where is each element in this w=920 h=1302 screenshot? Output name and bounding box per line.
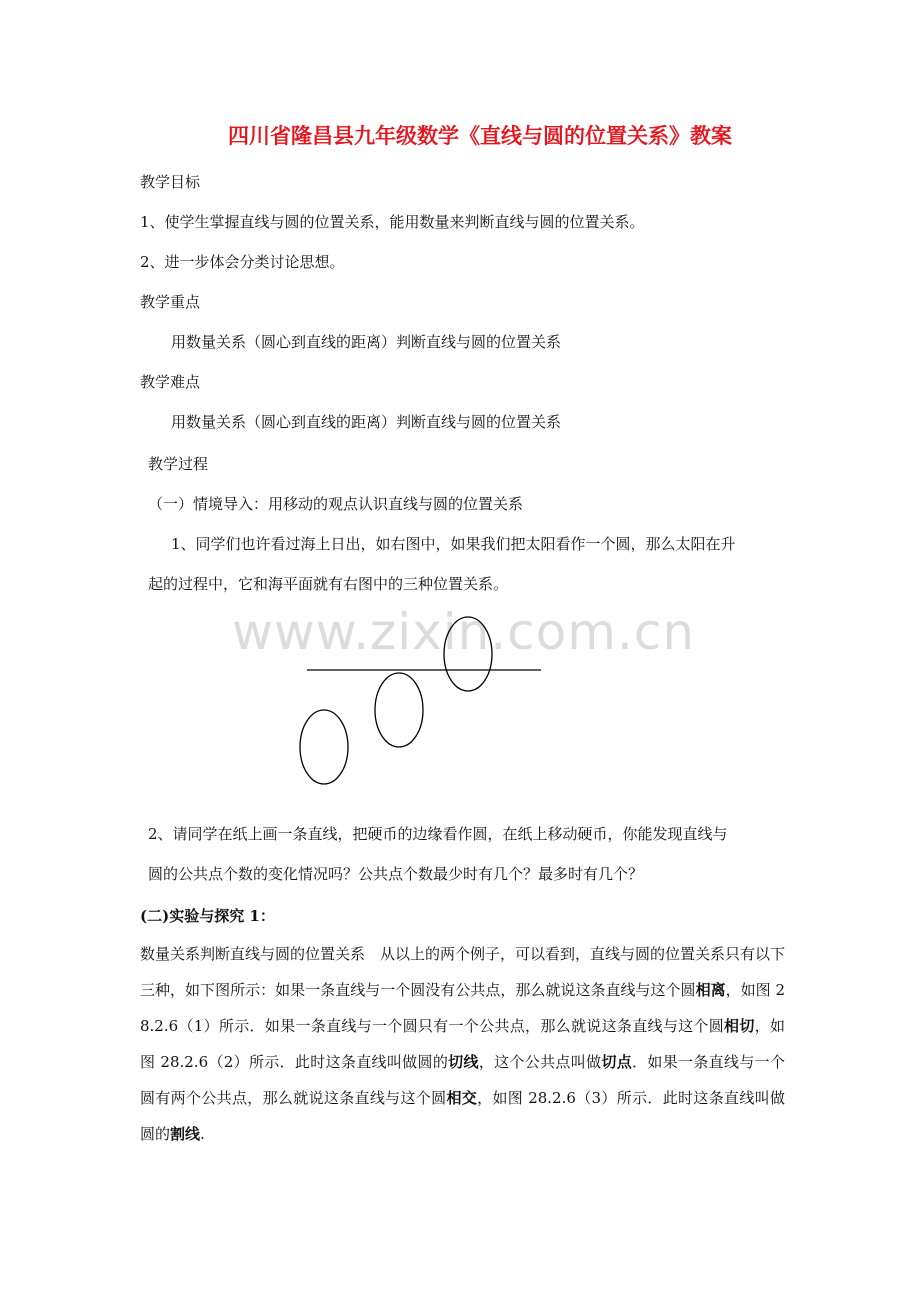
item-1-line-2: 起的过程中，它和海平面就有右图中的三种位置关系。 bbox=[148, 575, 509, 593]
process-heading: 教学过程 bbox=[148, 455, 209, 473]
key-text: 用数量关系（圆心到直线的距离）判断直线与圆的位置关系 bbox=[171, 333, 562, 351]
paragraph-text-7: . bbox=[200, 1125, 205, 1143]
section-2-heading: (二)实验与探究 1： bbox=[140, 907, 275, 925]
paragraph-text-2: ，如图 28.2.6（1）所示．如果一条直线与一个圆只有一个公共点，那么就说这条直线与这个圆 bbox=[140, 981, 785, 1035]
section-1-heading: （一）情境导入：用移动的观点认识直线与圆的位置关系 bbox=[148, 495, 524, 513]
paragraph-text-1: 数量关系判断直线与圆的位置关系 从以上的两个例子，可以看到，直线与圆的位置关系只有以下三种，如下图所示：如果一条直线与一个圆没有公共点，那么就说这条直线与这个圆 bbox=[140, 945, 786, 999]
term-secant-line: 割线 bbox=[170, 1125, 201, 1143]
paragraph-text-3: ，如图 28.2.6（2）所示．此时这条直线叫做圆的 bbox=[140, 1017, 785, 1071]
item-2-line-1: 2、请同学在纸上画一条直线，把硬币的边缘看作圆，在纸上移动硬币，你能发现直线与 bbox=[148, 825, 728, 843]
key-heading: 教学重点 bbox=[140, 293, 201, 311]
term-tangent-point: 切点 bbox=[601, 1053, 633, 1071]
paragraph-text-6: ，如图 28.2.6（3）所示．此时这条直线叫做圆的 bbox=[140, 1089, 785, 1143]
position-relation-paragraph bbox=[140, 936, 785, 1152]
goals-heading: 教学目标 bbox=[140, 173, 201, 191]
goal-2: 2、进一步体会分类讨论思想。 bbox=[140, 253, 345, 271]
document-title: 四川省隆昌县九年级数学《直线与圆的位置关系》教案 bbox=[228, 124, 732, 148]
item-2-line-2: 圆的公共点个数的变化情况吗？公共点个数最少时有几个？最多时有几个？ bbox=[148, 865, 644, 883]
goal-1: 1、使学生掌握直线与圆的位置关系，能用数量来判断直线与圆的位置关系。 bbox=[140, 213, 645, 231]
item-1-line-1: 1、同学们也许看过海上日出，如右图中，如果我们把太阳看作一个圆，那么太阳在升 bbox=[171, 535, 736, 553]
paragraph-text-5: ．如果一条直线与一个圆有两个公共点，那么就说这条直线与这个圆 bbox=[140, 1053, 785, 1107]
difficult-text: 用数量关系（圆心到直线的距离）判断直线与圆的位置关系 bbox=[171, 413, 562, 431]
term-disjoint: 相离 bbox=[695, 981, 726, 999]
difficult-heading: 教学难点 bbox=[140, 373, 201, 391]
circle-middle bbox=[375, 673, 423, 747]
watermark: www.zixin.com.cn bbox=[232, 603, 696, 661]
paragraph-text-4: ，这个公共点叫做 bbox=[478, 1053, 602, 1071]
term-tangent-line: 切线 bbox=[448, 1053, 479, 1071]
term-tangent: 相切 bbox=[724, 1017, 755, 1035]
term-intersect: 相交 bbox=[446, 1089, 478, 1107]
circle-lower bbox=[300, 710, 348, 784]
